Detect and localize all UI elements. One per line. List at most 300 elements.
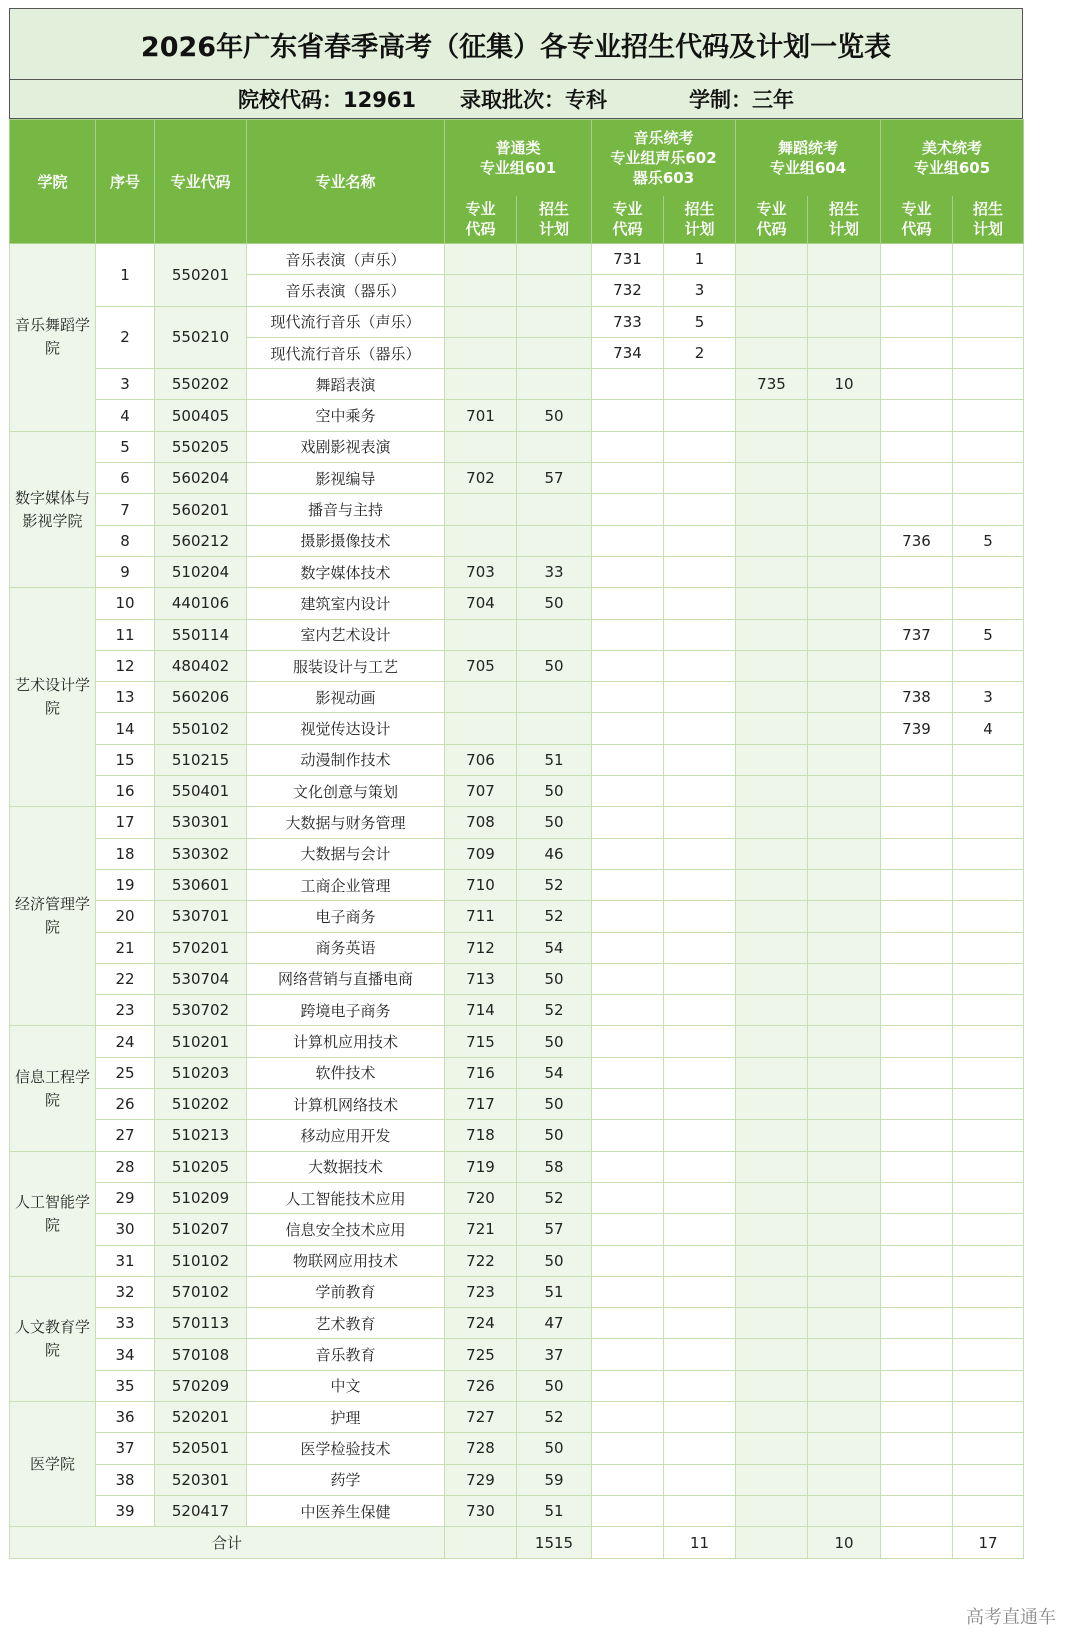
table-row (10, 556, 1024, 587)
plan-cell (808, 337, 881, 368)
group-code-cell (881, 1339, 953, 1370)
seq-cell: 19 (96, 869, 155, 900)
group-code-cell (881, 1276, 953, 1307)
group-code-cell (881, 369, 953, 400)
group-code-cell (736, 275, 808, 306)
plan-cell (808, 275, 881, 306)
group-code-cell: 720 (445, 1182, 517, 1213)
table-row (10, 932, 1024, 963)
plan-cell (664, 807, 736, 838)
group-code-cell (592, 556, 664, 587)
plan-cell (953, 588, 1024, 619)
total-row (10, 1527, 1024, 1559)
plan-cell (808, 463, 881, 494)
major-name-cell: 电子商务 (247, 901, 445, 932)
plan-cell: 5 (664, 306, 736, 337)
plan-cell (808, 682, 881, 713)
plan-cell (953, 1214, 1024, 1245)
group-code-cell: 703 (445, 556, 517, 587)
group-code-cell (592, 1089, 664, 1120)
major-code-cell: 440106 (155, 588, 247, 619)
group-code-cell: 728 (445, 1433, 517, 1464)
plan-cell (517, 713, 592, 744)
plan-cell (808, 400, 881, 431)
group-code-cell (881, 494, 953, 525)
group-code-cell (736, 744, 808, 775)
group-code-cell (881, 463, 953, 494)
plan-cell (808, 1433, 881, 1464)
table-row (10, 1370, 1024, 1401)
seq-cell: 4 (96, 400, 155, 431)
plan-cell (664, 1464, 736, 1495)
group-code-cell: 726 (445, 1370, 517, 1401)
seq-cell: 2 (96, 306, 155, 369)
group-code-cell: 711 (445, 901, 517, 932)
plan-cell (664, 1151, 736, 1182)
group-code-cell (736, 1214, 808, 1245)
total-value: 1515 (517, 1527, 592, 1559)
group-code-cell (736, 494, 808, 525)
plan-cell: 33 (517, 556, 592, 587)
group-code-cell (736, 932, 808, 963)
table-row (10, 838, 1024, 869)
plan-cell: 5 (953, 525, 1024, 556)
plan-cell (953, 400, 1024, 431)
group-code-cell (736, 713, 808, 744)
plan-cell (664, 525, 736, 556)
group-code-cell (736, 1182, 808, 1213)
major-name-cell: 音乐教育 (247, 1339, 445, 1370)
table-row (10, 682, 1024, 713)
plan-cell (808, 995, 881, 1026)
group-code-cell (881, 431, 953, 462)
group-code-cell (881, 1308, 953, 1339)
header-code: 专业代码 (155, 120, 247, 244)
group-code-cell: 702 (445, 463, 517, 494)
table-row (10, 369, 1024, 400)
group-code-cell: 715 (445, 1026, 517, 1057)
plan-cell (664, 556, 736, 587)
plan-cell (808, 1089, 881, 1120)
plan-cell (808, 619, 881, 650)
plan-cell: 50 (517, 1026, 592, 1057)
major-code-cell: 570108 (155, 1339, 247, 1370)
major-code-cell: 530601 (155, 869, 247, 900)
group-code-cell (736, 400, 808, 431)
group-code-cell: 732 (592, 275, 664, 306)
page-title: 2026年广东省春季高考（征集）各专业招生代码及计划一览表 (9, 8, 1023, 80)
group-code-cell (445, 713, 517, 744)
major-name-cell: 计算机网络技术 (247, 1089, 445, 1120)
header-seq: 序号 (96, 120, 155, 244)
enrollment-sheet (9, 8, 1023, 1559)
major-code-cell: 550102 (155, 713, 247, 744)
plan-cell (953, 337, 1024, 368)
seq-cell: 30 (96, 1214, 155, 1245)
plan-cell (953, 1182, 1024, 1213)
group-code-cell (592, 588, 664, 619)
major-name-cell: 视觉传达设计 (247, 713, 445, 744)
group-code-cell (881, 963, 953, 994)
plan-cell (808, 1276, 881, 1307)
group-code-cell (736, 1433, 808, 1464)
header-sub-code: 专业 代码 (881, 196, 953, 244)
plan-cell (953, 1464, 1024, 1495)
seq-cell: 20 (96, 901, 155, 932)
major-name-cell: 数字媒体技术 (247, 556, 445, 587)
plan-cell (953, 807, 1024, 838)
group-code-cell (736, 1057, 808, 1088)
plan-cell (517, 494, 592, 525)
seq-cell: 8 (96, 525, 155, 556)
plan-cell (808, 838, 881, 869)
total-value (592, 1527, 664, 1559)
major-name-cell: 商务英语 (247, 932, 445, 963)
plan-cell (517, 619, 592, 650)
major-name-cell: 播音与主持 (247, 494, 445, 525)
study-duration: 学制：三年 (689, 88, 795, 112)
plan-cell: 50 (517, 963, 592, 994)
table-row (10, 713, 1024, 744)
group-code-cell: 709 (445, 838, 517, 869)
plan-cell: 52 (517, 1182, 592, 1213)
major-name-cell: 计算机应用技术 (247, 1026, 445, 1057)
seq-cell: 32 (96, 1276, 155, 1307)
total-value (736, 1527, 808, 1559)
plan-cell (664, 1495, 736, 1526)
group-code-cell: 738 (881, 682, 953, 713)
plan-cell (953, 463, 1024, 494)
group-code-cell: 712 (445, 932, 517, 963)
plan-cell (953, 275, 1024, 306)
plan-cell (664, 494, 736, 525)
plan-cell: 51 (517, 744, 592, 775)
group-code-cell (592, 713, 664, 744)
major-name-cell: 中医养生保健 (247, 1495, 445, 1526)
plan-cell: 54 (517, 1057, 592, 1088)
group-code-cell: 724 (445, 1308, 517, 1339)
school-code: 院校代码：12961 (237, 88, 417, 112)
plan-cell (664, 1089, 736, 1120)
seq-cell: 18 (96, 838, 155, 869)
plan-cell (517, 306, 592, 337)
group-code-cell: 730 (445, 1495, 517, 1526)
group-code-cell (592, 682, 664, 713)
group-code-cell (592, 494, 664, 525)
plan-cell (808, 1339, 881, 1370)
plan-cell (953, 1057, 1024, 1088)
plan-cell (953, 963, 1024, 994)
group-code-cell (881, 588, 953, 619)
group-code-cell (736, 1089, 808, 1120)
group-code-cell (445, 337, 517, 368)
group-code-cell (592, 963, 664, 994)
total-label: 合计 (10, 1527, 445, 1559)
plan-cell: 10 (808, 369, 881, 400)
major-name-cell: 艺术教育 (247, 1308, 445, 1339)
group-code-cell (592, 1433, 664, 1464)
group-code-cell (445, 306, 517, 337)
group-code-cell (445, 682, 517, 713)
plan-cell (808, 1370, 881, 1401)
group-code-cell: 735 (736, 369, 808, 400)
plan-cell: 4 (953, 713, 1024, 744)
major-code-cell: 530701 (155, 901, 247, 932)
plan-cell (953, 1026, 1024, 1057)
plan-cell (664, 431, 736, 462)
plan-cell: 3 (664, 275, 736, 306)
seq-cell: 5 (96, 431, 155, 462)
group-code-cell: 713 (445, 963, 517, 994)
major-code-cell: 510102 (155, 1245, 247, 1276)
group-code-cell: 733 (592, 306, 664, 337)
group-code-cell (736, 838, 808, 869)
group-code-cell (736, 963, 808, 994)
major-name-cell: 人工智能技术应用 (247, 1182, 445, 1213)
table-row (10, 1182, 1024, 1213)
plan-cell (808, 744, 881, 775)
group-code-cell (592, 369, 664, 400)
major-code-cell: 520201 (155, 1401, 247, 1432)
total-value (881, 1527, 953, 1559)
group-code-cell (592, 1214, 664, 1245)
plan-cell (808, 1495, 881, 1526)
plan-cell (953, 838, 1024, 869)
plan-cell (517, 337, 592, 368)
group-code-cell (736, 1370, 808, 1401)
group-code-cell (592, 1464, 664, 1495)
plan-cell (953, 1151, 1024, 1182)
plan-cell (808, 525, 881, 556)
seq-cell: 27 (96, 1120, 155, 1151)
major-name-cell: 空中乘务 (247, 400, 445, 431)
plan-cell: 52 (517, 869, 592, 900)
plan-cell (953, 776, 1024, 807)
group-code-cell (445, 244, 517, 275)
plan-cell: 52 (517, 1401, 592, 1432)
table-row (10, 1464, 1024, 1495)
group-code-cell (736, 525, 808, 556)
plan-cell (664, 650, 736, 681)
seq-cell: 31 (96, 1245, 155, 1276)
group-code-cell (736, 244, 808, 275)
group-code-cell (881, 650, 953, 681)
group-code-cell (592, 1370, 664, 1401)
plan-cell (953, 431, 1024, 462)
header-group-602-603: 音乐统考 专业组声乐602 器乐603 (592, 120, 736, 196)
major-code-cell: 520417 (155, 1495, 247, 1526)
seq-cell: 3 (96, 369, 155, 400)
group-code-cell (881, 744, 953, 775)
major-code-cell: 530702 (155, 995, 247, 1026)
group-code-cell (881, 1370, 953, 1401)
major-code-cell: 510202 (155, 1089, 247, 1120)
seq-cell: 15 (96, 744, 155, 775)
plan-cell (808, 963, 881, 994)
group-code-cell (736, 1151, 808, 1182)
plan-cell (517, 682, 592, 713)
plan-cell (808, 932, 881, 963)
group-code-cell (592, 869, 664, 900)
plan-cell (808, 556, 881, 587)
group-code-cell (592, 1057, 664, 1088)
plan-cell: 52 (517, 995, 592, 1026)
plan-cell (808, 901, 881, 932)
group-code-cell (736, 619, 808, 650)
major-name-cell: 影视编导 (247, 463, 445, 494)
group-code-cell (736, 1464, 808, 1495)
group-code-cell (592, 1276, 664, 1307)
group-code-cell: 734 (592, 337, 664, 368)
table-row (10, 901, 1024, 932)
seq-cell: 17 (96, 807, 155, 838)
group-code-cell (736, 682, 808, 713)
plan-cell (953, 995, 1024, 1026)
group-code-cell (592, 463, 664, 494)
group-code-cell (736, 869, 808, 900)
plan-cell (953, 1308, 1024, 1339)
plan-cell: 59 (517, 1464, 592, 1495)
plan-cell (808, 1308, 881, 1339)
group-code-cell: 707 (445, 776, 517, 807)
group-code-cell (592, 838, 664, 869)
group-code-cell (736, 807, 808, 838)
plan-cell (517, 244, 592, 275)
plan-cell (953, 1401, 1024, 1432)
plan-cell (953, 869, 1024, 900)
group-code-cell (736, 1308, 808, 1339)
group-code-cell (592, 619, 664, 650)
plan-cell (953, 1339, 1024, 1370)
plan-cell (953, 1120, 1024, 1151)
seq-cell: 33 (96, 1308, 155, 1339)
group-code-cell (881, 838, 953, 869)
plan-cell: 1 (664, 244, 736, 275)
major-name-cell: 网络营销与直播电商 (247, 963, 445, 994)
major-name-cell: 舞蹈表演 (247, 369, 445, 400)
major-code-cell: 510203 (155, 1057, 247, 1088)
group-code-cell (736, 995, 808, 1026)
major-code-cell: 550114 (155, 619, 247, 650)
major-code-cell: 530301 (155, 807, 247, 838)
plan-cell (808, 1464, 881, 1495)
header-sub-plan: 招生 计划 (517, 196, 592, 244)
plan-cell (664, 1182, 736, 1213)
table-row (10, 306, 1024, 337)
group-code-cell (592, 776, 664, 807)
table-row (10, 1089, 1024, 1120)
plan-cell (664, 1245, 736, 1276)
plan-cell (664, 463, 736, 494)
group-code-cell (881, 244, 953, 275)
group-code-cell (592, 901, 664, 932)
major-code-cell: 530302 (155, 838, 247, 869)
group-code-cell (736, 431, 808, 462)
plan-cell: 50 (517, 1089, 592, 1120)
plan-cell (808, 713, 881, 744)
group-code-cell (881, 1151, 953, 1182)
header-sub-plan: 招生 计划 (808, 196, 881, 244)
plan-cell (664, 744, 736, 775)
group-code-cell (881, 306, 953, 337)
group-code-cell (881, 1214, 953, 1245)
plan-cell: 50 (517, 400, 592, 431)
table-row (10, 776, 1024, 807)
major-code-cell: 570102 (155, 1276, 247, 1307)
plan-cell (664, 1026, 736, 1057)
group-code-cell (881, 776, 953, 807)
plan-cell (808, 1026, 881, 1057)
group-code-cell (445, 275, 517, 306)
total-value: 10 (808, 1527, 881, 1559)
group-code-cell (592, 525, 664, 556)
group-code-cell: 729 (445, 1464, 517, 1495)
plan-cell (953, 1495, 1024, 1526)
plan-cell (953, 306, 1024, 337)
major-code-cell: 550401 (155, 776, 247, 807)
group-code-cell (592, 744, 664, 775)
major-code-cell: 520501 (155, 1433, 247, 1464)
major-name-cell: 戏剧影视表演 (247, 431, 445, 462)
seq-cell: 26 (96, 1089, 155, 1120)
seq-cell: 9 (96, 556, 155, 587)
group-code-cell (592, 1182, 664, 1213)
table-row (10, 463, 1024, 494)
plan-cell (953, 1245, 1024, 1276)
group-code-cell (736, 556, 808, 587)
group-code-cell (736, 1026, 808, 1057)
group-code-cell (881, 1026, 953, 1057)
major-code-cell: 560204 (155, 463, 247, 494)
major-name-cell: 摄影摄像技术 (247, 525, 445, 556)
plan-cell (953, 556, 1024, 587)
group-code-cell: 739 (881, 713, 953, 744)
group-code-cell (592, 1151, 664, 1182)
group-code-cell (881, 337, 953, 368)
plan-cell (808, 1401, 881, 1432)
major-code-cell: 530704 (155, 963, 247, 994)
plan-cell: 58 (517, 1151, 592, 1182)
college-cell: 信息工程学院 (10, 1026, 96, 1151)
group-code-cell (881, 995, 953, 1026)
plan-cell (808, 494, 881, 525)
seq-cell: 13 (96, 682, 155, 713)
plan-cell (664, 901, 736, 932)
group-code-cell: 721 (445, 1214, 517, 1245)
table-row (10, 1057, 1024, 1088)
group-code-cell (736, 1495, 808, 1526)
major-code-cell: 550205 (155, 431, 247, 462)
group-code-cell (592, 1120, 664, 1151)
table-row (10, 431, 1024, 462)
table-row (10, 807, 1024, 838)
plan-cell (664, 1214, 736, 1245)
group-code-cell (881, 1401, 953, 1432)
plan-cell (808, 807, 881, 838)
plan-cell: 57 (517, 1214, 592, 1245)
plan-cell: 37 (517, 1339, 592, 1370)
major-code-cell: 550210 (155, 306, 247, 369)
plan-cell: 5 (953, 619, 1024, 650)
major-name-cell: 服装设计与工艺 (247, 650, 445, 681)
plan-cell (664, 619, 736, 650)
group-code-cell (736, 901, 808, 932)
major-name-cell: 音乐表演（器乐） (247, 275, 445, 306)
total-value (445, 1527, 517, 1559)
group-code-cell (736, 1339, 808, 1370)
plan-cell: 50 (517, 1370, 592, 1401)
header-sub-plan: 招生 计划 (664, 196, 736, 244)
